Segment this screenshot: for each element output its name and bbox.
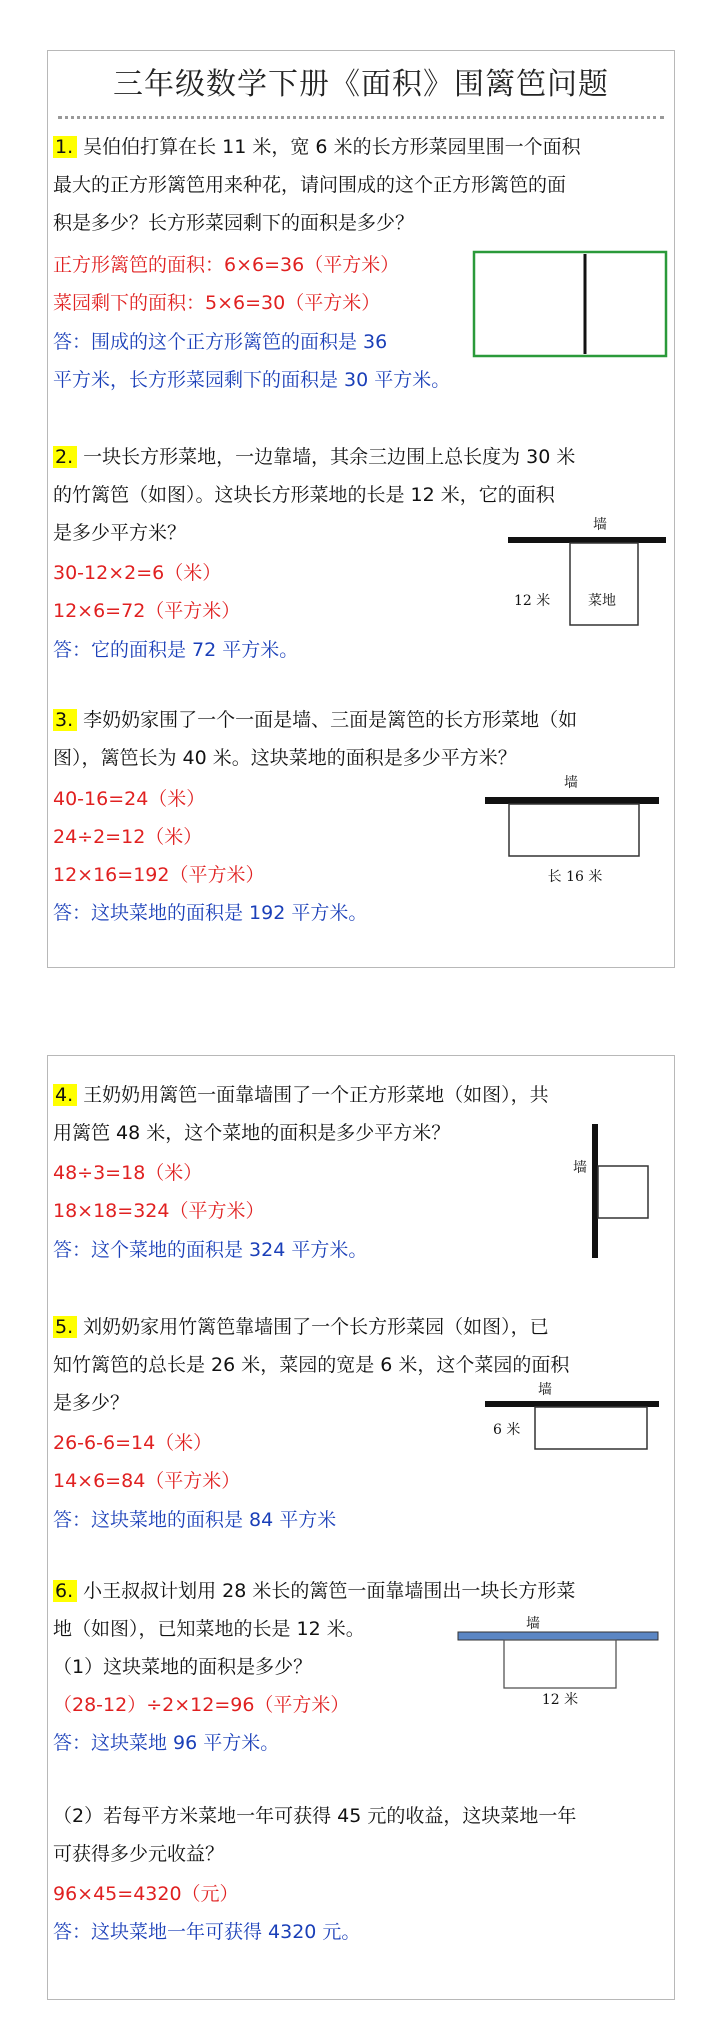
field-square: [598, 1166, 648, 1218]
problem-1-answer-2: 平方米，长方形菜园剩下的面积是 30 平方米。: [53, 369, 451, 391]
length-label: 12 米: [541, 1692, 579, 1708]
problem-4-work-2: 18×18=324（平方米）: [53, 1200, 265, 1222]
wall-label: 墙: [526, 1616, 540, 1632]
problem-3-line-1: 3. 李奶奶家围了一个一面是墙、三面是篱笆的长方形菜地（如: [55, 709, 578, 731]
problem-2-figure: [508, 513, 668, 638]
problem-3-work-2: 24÷2=12（米）: [53, 826, 203, 848]
problem-2-answer: 答：它的面积是 72 平方米。: [53, 639, 299, 661]
problem-6-line-1: 6. 小王叔叔计划用 28 米长的篱笆一面靠墙围出一块长方形菜: [55, 1580, 576, 1602]
problem-5-work-1: 26-6-6=14（米）: [53, 1432, 213, 1454]
problem-1-line-1: 1. 吴伯伯打算在长 11 米，宽 6 米的长方形菜园里围一个面积: [55, 136, 581, 158]
field-label: 菜地: [588, 593, 616, 609]
problem-4-line-2: 用篱笆 48 米，这个菜地的面积是多少平方米？: [53, 1122, 451, 1144]
title-divider: [58, 116, 664, 119]
problem-2-line-3: 是多少平方米？: [53, 522, 187, 544]
problem-6-sub1-question: （1）这块菜地的面积是多少？: [53, 1656, 313, 1678]
wall-label: 墙: [564, 775, 578, 791]
wall-bar: [485, 797, 659, 804]
problem-6-sub2-answer: 答：这块菜地一年可获得 4320 元。: [53, 1921, 361, 1943]
problem-2-line-1: 2. 一块长方形菜地，一边靠墙，其余三边围上总长度为 30 米: [55, 446, 576, 468]
problem-3-number: 3.: [53, 709, 77, 731]
problem-1-line-3: 积是多少？长方形菜园剩下的面积是多少？: [53, 212, 415, 234]
problem-3-figure: [483, 771, 663, 886]
problem-5-number: 5.: [53, 1316, 77, 1338]
problem-6-sub1-work: （28-12）÷2×12=96（平方米）: [53, 1694, 350, 1716]
wall-bar: [485, 1401, 659, 1407]
problem-6-sub2-work: 96×45=4320（元）: [53, 1883, 239, 1905]
problem-6-sub1-answer: 答：这块菜地 96 平方米。: [53, 1732, 280, 1754]
length-label: 长 16 米: [547, 869, 603, 885]
problem-2-number: 2.: [53, 446, 77, 468]
problem-1-number: 1.: [53, 136, 77, 158]
problem-3-work-3: 12×16=192（平方米）: [53, 864, 265, 886]
problem-2-work-2: 12×6=72（平方米）: [53, 600, 241, 622]
problem-6-number: 6.: [53, 1580, 77, 1602]
side-length-label: 12 米: [514, 593, 551, 609]
wall-label: 墙: [593, 517, 607, 533]
wall-bar: [508, 537, 666, 543]
problem-3-answer: 答：这块菜地的面积是 192 平方米。: [53, 902, 368, 924]
problem-4-answer: 答：这个菜地的面积是 324 平方米。: [53, 1239, 368, 1261]
field-rectangle: [535, 1407, 647, 1449]
problem-1-figure: [473, 251, 668, 357]
problem-3-work-1: 40-16=24（米）: [53, 788, 206, 810]
problem-6-line-2: 地（如图），已知菜地的长是 12 米。: [53, 1618, 365, 1640]
problem-5-figure: [483, 1378, 663, 1458]
problem-6-sub2-question-2: 可获得多少元收益？: [53, 1843, 225, 1865]
problem-4-figure: [568, 1124, 658, 1259]
problem-4-line-1: 4. 王奶奶用篱笆一面靠墙围了一个正方形菜地（如图），共: [55, 1084, 549, 1106]
problem-5-work-2: 14×6=84（平方米）: [53, 1470, 241, 1492]
problem-3-line-2: 图），篱笆长为 40 米。这块菜地的面积是多少平方米？: [53, 747, 517, 769]
wall-label: 墙: [538, 1382, 552, 1398]
problem-1-answer-1: 答：围成的这个正方形篱笆的面积是 36: [53, 331, 388, 353]
field-rectangle: [504, 1640, 616, 1688]
field-rectangle: [509, 804, 639, 856]
problem-1-line-2: 最大的正方形篱笆用来种花，请问围成的这个正方形篱笆的面: [53, 174, 567, 196]
wall-bar: [458, 1632, 658, 1640]
wall-bar: [592, 1124, 598, 1258]
problem-1-work-2: 菜园剩下的面积：5×6=30（平方米）: [53, 292, 381, 314]
problem-5-line-2: 知竹篱笆的总长是 26 米，菜园的宽是 6 米，这个菜园的面积: [53, 1354, 570, 1376]
worksheet-panel-2: [47, 1055, 675, 2000]
garden-rectangle: [474, 252, 666, 356]
problem-5-line-1: 5. 刘奶奶家用竹篱笆靠墙围了一个长方形菜园（如图），已: [55, 1316, 549, 1338]
wall-label: 墙: [573, 1160, 587, 1176]
problem-5-line-3: 是多少？: [53, 1392, 130, 1414]
page-title: 三年级数学下册《面积》围篱笆问题: [113, 67, 609, 102]
problem-5-answer: 答：这块菜地的面积是 84 平方米: [53, 1509, 337, 1531]
problem-2-line-2: 的竹篱笆（如图）。这块长方形菜地的长是 12 米，它的面积: [53, 484, 555, 506]
problem-4-number: 4.: [53, 1084, 77, 1106]
problem-6-figure: [458, 1614, 663, 1708]
problem-1-work-1: 正方形篱笆的面积：6×6=36（平方米）: [53, 254, 400, 276]
problem-6-sub2-question-1: （2）若每平方米菜地一年可获得 45 元的收益，这块菜地一年: [53, 1805, 577, 1827]
field-rectangle: [570, 543, 638, 625]
worksheet-panel-1: [47, 50, 675, 968]
problem-2-work-1: 30-12×2=6（米）: [53, 562, 222, 584]
problem-4-work-1: 48÷3=18（米）: [53, 1162, 203, 1184]
width-label: 6 米: [493, 1422, 521, 1438]
